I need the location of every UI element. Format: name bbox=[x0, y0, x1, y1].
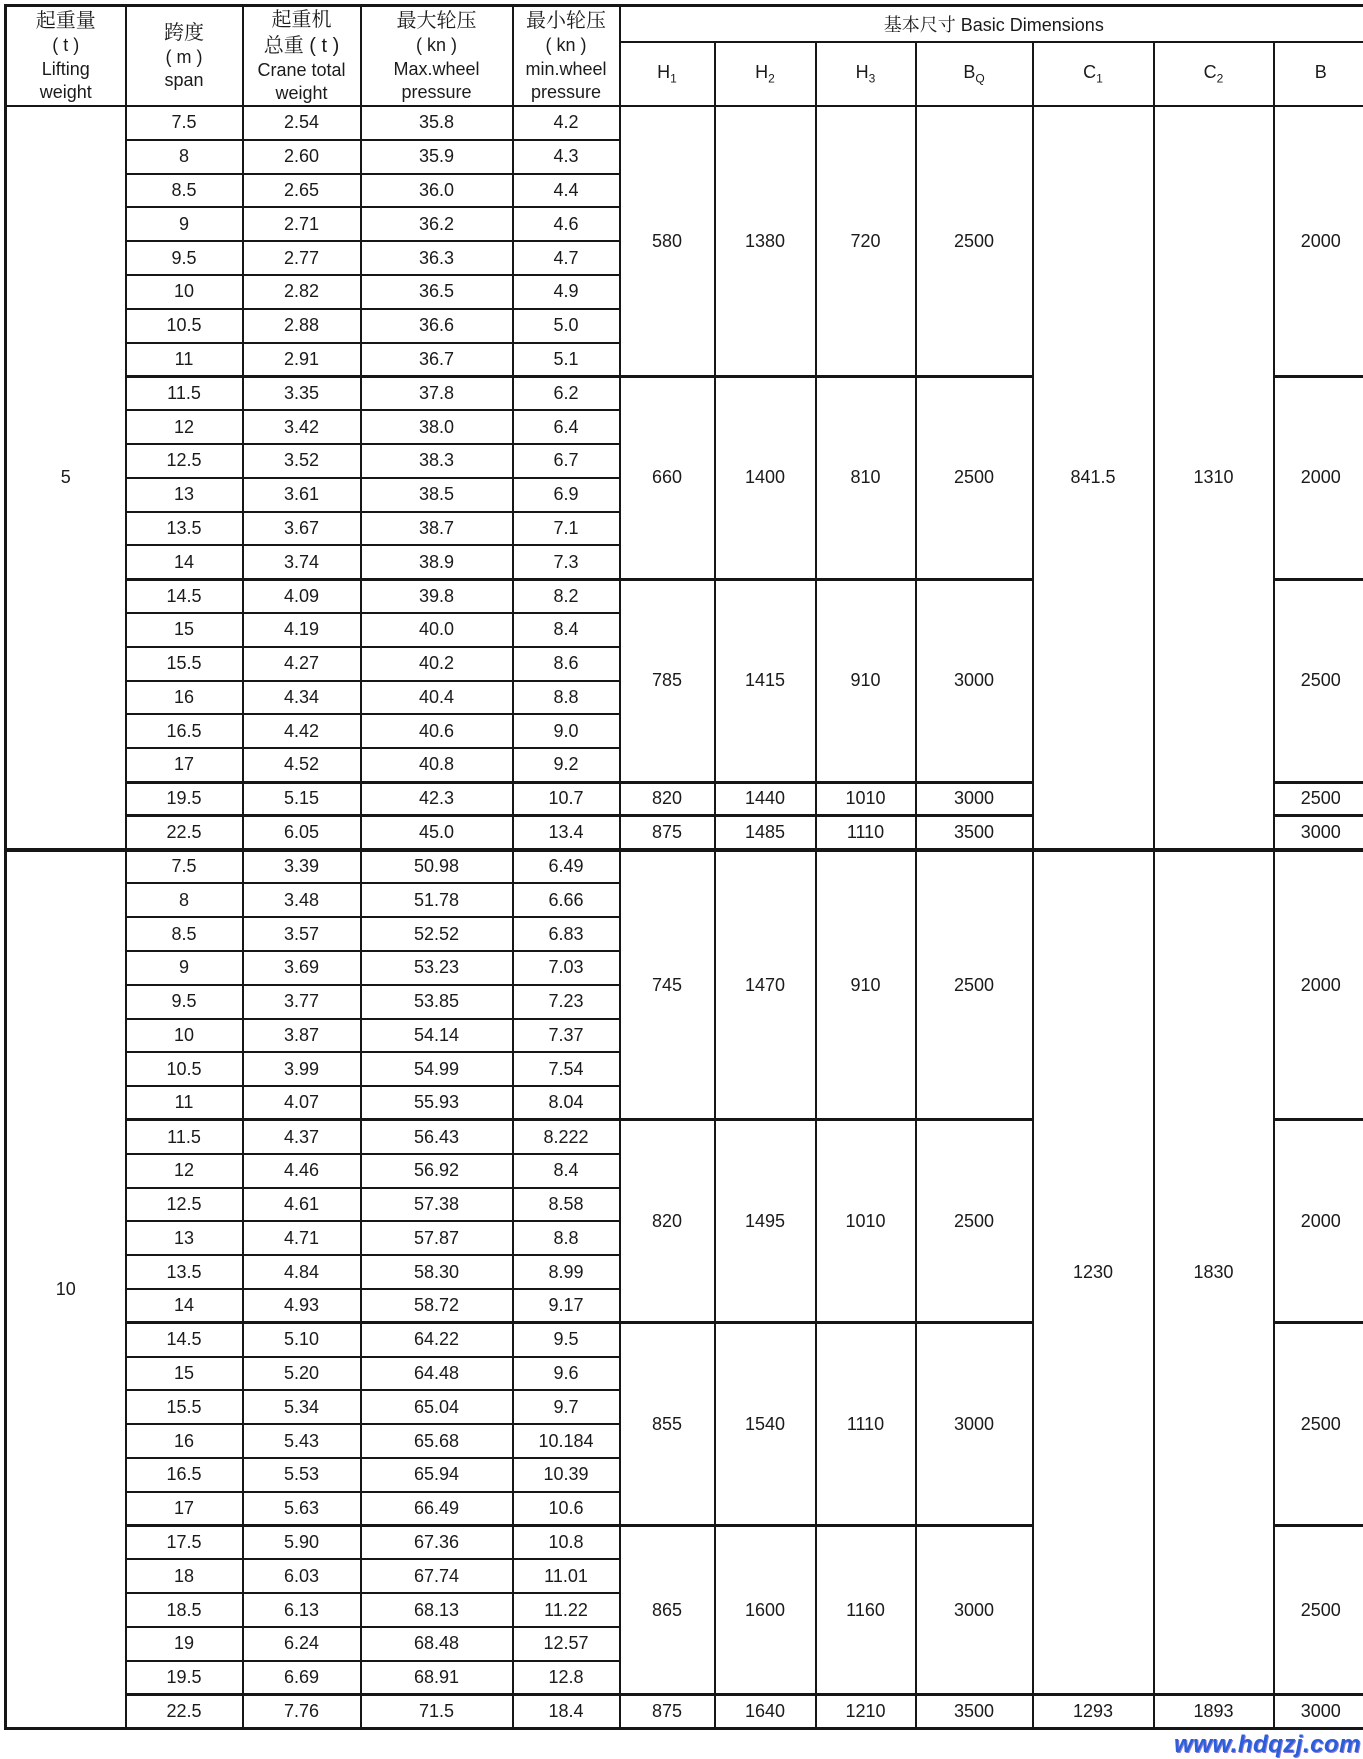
header-line: ( kn ) bbox=[545, 35, 587, 56]
b-cell: 3000 bbox=[1274, 816, 1363, 850]
crane-weight-cell: 3.52 bbox=[243, 444, 361, 478]
table-row bbox=[6, 850, 1363, 884]
b-cell: 2500 bbox=[1274, 579, 1363, 782]
max-wheel-pressure-cell: 38.5 bbox=[361, 478, 513, 512]
h1-cell: 660 bbox=[620, 376, 715, 579]
crane-spec-table bbox=[4, 4, 1363, 1730]
b-cell: 2000 bbox=[1274, 1120, 1363, 1323]
crane-weight-cell: 4.42 bbox=[243, 714, 361, 748]
max-wheel-pressure-cell: 58.72 bbox=[361, 1289, 513, 1323]
crane-weight-cell: 2.82 bbox=[243, 275, 361, 309]
span-cell: 9 bbox=[126, 207, 243, 241]
max-wheel-pressure-cell: 68.91 bbox=[361, 1661, 513, 1695]
min-wheel-pressure-cell: 9.2 bbox=[513, 748, 620, 782]
watermark-link[interactable]: www.hdqzj.com bbox=[1174, 1731, 1361, 1758]
span-cell: 16.5 bbox=[126, 714, 243, 748]
span-cell: 17 bbox=[126, 1492, 243, 1526]
max-wheel-pressure-cell: 65.94 bbox=[361, 1458, 513, 1492]
max-wheel-pressure-cell: 36.2 bbox=[361, 207, 513, 241]
header-line: 起重机 bbox=[271, 9, 332, 31]
header-line: 最大轮压 bbox=[396, 10, 477, 33]
span-cell: 19 bbox=[126, 1627, 243, 1661]
span-cell: 10.5 bbox=[126, 309, 243, 343]
min-wheel-pressure-cell: 6.2 bbox=[513, 376, 620, 410]
crane-weight-cell: 5.20 bbox=[243, 1357, 361, 1391]
crane-weight-cell: 2.88 bbox=[243, 309, 361, 343]
span-cell: 13.5 bbox=[126, 1255, 243, 1289]
crane-weight-cell: 2.77 bbox=[243, 241, 361, 275]
span-cell: 12.5 bbox=[126, 1188, 243, 1222]
min-wheel-pressure-cell: 7.54 bbox=[513, 1052, 620, 1086]
h1-cell: 820 bbox=[620, 782, 715, 816]
header-line: 总重 ( t ) bbox=[263, 35, 340, 57]
min-wheel-pressure-cell: 5.0 bbox=[513, 309, 620, 343]
span-cell: 13 bbox=[126, 478, 243, 512]
min-wheel-pressure-cell: 4.2 bbox=[513, 106, 620, 140]
h1-cell: 580 bbox=[620, 106, 715, 376]
max-wheel-pressure-cell: 54.99 bbox=[361, 1052, 513, 1086]
max-wheel-pressure-cell: 38.3 bbox=[361, 444, 513, 478]
header-span bbox=[126, 6, 243, 107]
max-wheel-pressure-cell: 40.2 bbox=[361, 647, 513, 681]
crane-weight-cell: 4.46 bbox=[243, 1154, 361, 1188]
min-wheel-pressure-cell: 8.6 bbox=[513, 647, 620, 681]
min-wheel-pressure-cell: 8.4 bbox=[513, 613, 620, 647]
min-wheel-pressure-cell: 18.4 bbox=[513, 1695, 620, 1729]
crane-weight-cell: 4.52 bbox=[243, 748, 361, 782]
crane-weight-cell: 4.34 bbox=[243, 681, 361, 715]
header-row-main bbox=[6, 6, 1363, 42]
c2-cell: 1893 bbox=[1154, 1695, 1274, 1729]
header-line: ( kn ) bbox=[415, 35, 457, 56]
header-c1: $C_1$ bbox=[1033, 42, 1154, 106]
crane-weight-cell: 2.60 bbox=[243, 140, 361, 174]
b-cell: 2000 bbox=[1274, 106, 1363, 376]
span-cell: 9 bbox=[126, 951, 243, 985]
max-wheel-pressure-cell: 53.85 bbox=[361, 985, 513, 1019]
header-b: B bbox=[1274, 42, 1363, 106]
h3-cell: 1010 bbox=[816, 1120, 916, 1323]
crane-weight-cell: 6.03 bbox=[243, 1559, 361, 1593]
max-wheel-pressure-cell: 40.6 bbox=[361, 714, 513, 748]
h2-cell: 1485 bbox=[715, 816, 816, 850]
h1-cell: 745 bbox=[620, 850, 715, 1120]
span-cell: 9.5 bbox=[126, 241, 243, 275]
max-wheel-pressure-cell: 57.38 bbox=[361, 1188, 513, 1222]
crane-weight-cell: 4.84 bbox=[243, 1255, 361, 1289]
crane-weight-cell: 3.67 bbox=[243, 512, 361, 546]
crane-weight-cell: 3.99 bbox=[243, 1052, 361, 1086]
header-line: weight bbox=[39, 81, 92, 102]
h1-cell: 875 bbox=[620, 816, 715, 850]
lifting-weight-cell: 10 bbox=[6, 850, 126, 1729]
min-wheel-pressure-cell: 9.17 bbox=[513, 1289, 620, 1323]
min-wheel-pressure-cell: 8.4 bbox=[513, 1154, 620, 1188]
h1-cell: 820 bbox=[620, 1120, 715, 1323]
max-wheel-pressure-cell: 65.04 bbox=[361, 1390, 513, 1424]
crane-weight-cell: 3.69 bbox=[243, 951, 361, 985]
min-wheel-pressure-cell: 6.66 bbox=[513, 883, 620, 917]
h3-cell: 1160 bbox=[816, 1526, 916, 1695]
min-wheel-pressure-cell: 10.184 bbox=[513, 1424, 620, 1458]
min-wheel-pressure-cell: 9.0 bbox=[513, 714, 620, 748]
bq-cell: 2500 bbox=[916, 376, 1033, 579]
max-wheel-pressure-cell: 68.13 bbox=[361, 1593, 513, 1627]
header-bq: $B_Q$ bbox=[916, 42, 1033, 106]
bq-cell: 3000 bbox=[916, 1323, 1033, 1526]
crane-weight-cell: 6.13 bbox=[243, 1593, 361, 1627]
h3-cell: 1010 bbox=[816, 782, 916, 816]
span-cell: 10 bbox=[126, 1019, 243, 1053]
span-cell: 12.5 bbox=[126, 444, 243, 478]
lifting-weight-cell: 5 bbox=[6, 106, 126, 850]
header-line: pressure bbox=[401, 81, 472, 102]
crane-weight-cell: 5.34 bbox=[243, 1390, 361, 1424]
h2-cell: 1600 bbox=[715, 1526, 816, 1695]
min-wheel-pressure-cell: 9.6 bbox=[513, 1357, 620, 1391]
header-line: 跨度 bbox=[164, 22, 204, 44]
crane-weight-cell: 4.61 bbox=[243, 1188, 361, 1222]
span-cell: 15.5 bbox=[126, 1390, 243, 1424]
b-cell: 2500 bbox=[1274, 1526, 1363, 1695]
max-wheel-pressure-cell: 45.0 bbox=[361, 816, 513, 850]
h1-cell: 855 bbox=[620, 1323, 715, 1526]
span-cell: 18 bbox=[126, 1559, 243, 1593]
span-cell: 14 bbox=[126, 1289, 243, 1323]
crane-weight-cell: 5.53 bbox=[243, 1458, 361, 1492]
max-wheel-pressure-cell: 42.3 bbox=[361, 782, 513, 816]
crane-weight-cell: 5.10 bbox=[243, 1323, 361, 1357]
span-cell: 15 bbox=[126, 1357, 243, 1391]
max-wheel-pressure-cell: 67.36 bbox=[361, 1526, 513, 1560]
crane-weight-cell: 7.76 bbox=[243, 1695, 361, 1729]
crane-weight-cell: 3.39 bbox=[243, 850, 361, 884]
span-cell: 7.5 bbox=[126, 106, 243, 140]
span-cell: 7.5 bbox=[126, 850, 243, 884]
min-wheel-pressure-cell: 6.49 bbox=[513, 850, 620, 884]
max-wheel-pressure-cell: 71.5 bbox=[361, 1695, 513, 1729]
crane-weight-cell: 6.69 bbox=[243, 1661, 361, 1695]
h3-cell: 1110 bbox=[816, 816, 916, 850]
max-wheel-pressure-cell: 35.8 bbox=[361, 106, 513, 140]
max-wheel-pressure-cell: 38.7 bbox=[361, 512, 513, 546]
min-wheel-pressure-cell: 10.7 bbox=[513, 782, 620, 816]
max-wheel-pressure-cell: 52.52 bbox=[361, 917, 513, 951]
b-cell: 2000 bbox=[1274, 376, 1363, 579]
min-wheel-pressure-cell: 8.04 bbox=[513, 1086, 620, 1120]
crane-weight-cell: 4.71 bbox=[243, 1221, 361, 1255]
span-cell: 14.5 bbox=[126, 1323, 243, 1357]
min-wheel-pressure-cell: 7.1 bbox=[513, 512, 620, 546]
crane-weight-cell: 2.54 bbox=[243, 106, 361, 140]
header-h1: $H_1$ bbox=[620, 42, 715, 106]
header-max-wheel-pressure bbox=[361, 6, 513, 107]
header-line: Lifting bbox=[41, 58, 90, 79]
header-line: min.wheel bbox=[525, 58, 607, 79]
crane-weight-cell: 5.90 bbox=[243, 1526, 361, 1560]
span-cell: 11.5 bbox=[126, 376, 243, 410]
h2-cell: 1440 bbox=[715, 782, 816, 816]
crane-weight-cell: 3.87 bbox=[243, 1019, 361, 1053]
header-basic-dimensions: 基本尺寸 Basic Dimensions bbox=[620, 6, 1363, 42]
max-wheel-pressure-cell: 39.8 bbox=[361, 579, 513, 613]
crane-weight-cell: 6.05 bbox=[243, 816, 361, 850]
max-wheel-pressure-cell: 53.23 bbox=[361, 951, 513, 985]
span-cell: 11 bbox=[126, 343, 243, 377]
max-wheel-pressure-cell: 36.3 bbox=[361, 241, 513, 275]
span-cell: 13.5 bbox=[126, 512, 243, 546]
crane-weight-cell: 3.77 bbox=[243, 985, 361, 1019]
min-wheel-pressure-cell: 4.9 bbox=[513, 275, 620, 309]
min-wheel-pressure-cell: 9.7 bbox=[513, 1390, 620, 1424]
c1-cell: 1230 bbox=[1033, 850, 1154, 1695]
min-wheel-pressure-cell: 8.99 bbox=[513, 1255, 620, 1289]
h2-cell: 1540 bbox=[715, 1323, 816, 1526]
crane-weight-cell: 3.48 bbox=[243, 883, 361, 917]
max-wheel-pressure-cell: 58.30 bbox=[361, 1255, 513, 1289]
span-cell: 18.5 bbox=[126, 1593, 243, 1627]
h2-cell: 1640 bbox=[715, 1695, 816, 1729]
min-wheel-pressure-cell: 6.83 bbox=[513, 917, 620, 951]
min-wheel-pressure-cell: 8.8 bbox=[513, 681, 620, 715]
crane-weight-cell: 4.93 bbox=[243, 1289, 361, 1323]
min-wheel-pressure-cell: 6.7 bbox=[513, 444, 620, 478]
header-h2: $H_2$ bbox=[715, 42, 816, 106]
span-cell: 14 bbox=[126, 545, 243, 579]
max-wheel-pressure-cell: 65.68 bbox=[361, 1424, 513, 1458]
header-line: 最小轮压 bbox=[526, 10, 606, 33]
max-wheel-pressure-cell: 56.43 bbox=[361, 1120, 513, 1154]
span-cell: 14.5 bbox=[126, 579, 243, 613]
max-wheel-pressure-cell: 38.0 bbox=[361, 410, 513, 444]
bq-cell: 2500 bbox=[916, 1120, 1033, 1323]
h2-cell: 1495 bbox=[715, 1120, 816, 1323]
min-wheel-pressure-cell: 7.23 bbox=[513, 985, 620, 1019]
table-row bbox=[6, 1695, 1363, 1729]
min-wheel-pressure-cell: 4.4 bbox=[513, 174, 620, 208]
span-cell: 8.5 bbox=[126, 174, 243, 208]
header-line: pressure bbox=[530, 81, 602, 102]
span-cell: 8 bbox=[126, 883, 243, 917]
min-wheel-pressure-cell: 5.1 bbox=[513, 343, 620, 377]
header-line: 起重量 bbox=[35, 10, 96, 33]
span-cell: 22.5 bbox=[126, 1695, 243, 1729]
crane-weight-cell: 2.71 bbox=[243, 207, 361, 241]
min-wheel-pressure-cell: 8.58 bbox=[513, 1188, 620, 1222]
header-line: ( m ) bbox=[165, 47, 203, 67]
max-wheel-pressure-cell: 51.78 bbox=[361, 883, 513, 917]
bq-cell: 3500 bbox=[916, 816, 1033, 850]
b-cell: 2000 bbox=[1274, 850, 1363, 1120]
h1-cell: 875 bbox=[620, 1695, 715, 1729]
h2-cell: 1470 bbox=[715, 850, 816, 1120]
max-wheel-pressure-cell: 40.8 bbox=[361, 748, 513, 782]
crane-weight-cell: 4.09 bbox=[243, 579, 361, 613]
span-cell: 17.5 bbox=[126, 1526, 243, 1560]
crane-weight-cell: 4.07 bbox=[243, 1086, 361, 1120]
span-cell: 13 bbox=[126, 1221, 243, 1255]
h2-cell: 1415 bbox=[715, 579, 816, 782]
c2-cell: 1830 bbox=[1154, 850, 1274, 1695]
bq-cell: 3500 bbox=[916, 1695, 1033, 1729]
bq-cell: 3000 bbox=[916, 1526, 1033, 1695]
header-h3: $H_3$ bbox=[816, 42, 916, 106]
h1-cell: 785 bbox=[620, 579, 715, 782]
c1-cell: 1293 bbox=[1033, 1695, 1154, 1729]
min-wheel-pressure-cell: 7.37 bbox=[513, 1019, 620, 1053]
bq-cell: 3000 bbox=[916, 782, 1033, 816]
span-cell: 16 bbox=[126, 1424, 243, 1458]
header-line: ( t ) bbox=[52, 35, 80, 56]
header-lifting-weight bbox=[6, 6, 126, 107]
max-wheel-pressure-cell: 40.4 bbox=[361, 681, 513, 715]
min-wheel-pressure-cell: 8.222 bbox=[513, 1120, 620, 1154]
min-wheel-pressure-cell: 7.03 bbox=[513, 951, 620, 985]
min-wheel-pressure-cell: 4.6 bbox=[513, 207, 620, 241]
span-cell: 10.5 bbox=[126, 1052, 243, 1086]
bq-cell: 2500 bbox=[916, 850, 1033, 1120]
bq-cell: 3000 bbox=[916, 579, 1033, 782]
min-wheel-pressure-cell: 7.3 bbox=[513, 545, 620, 579]
max-wheel-pressure-cell: 35.9 bbox=[361, 140, 513, 174]
max-wheel-pressure-cell: 68.48 bbox=[361, 1627, 513, 1661]
min-wheel-pressure-cell: 8.8 bbox=[513, 1221, 620, 1255]
min-wheel-pressure-cell: 9.5 bbox=[513, 1323, 620, 1357]
bq-cell: 2500 bbox=[916, 106, 1033, 376]
c1-cell: 841.5 bbox=[1033, 106, 1154, 850]
header-min-wheel-pressure bbox=[513, 6, 620, 107]
max-wheel-pressure-cell: 36.6 bbox=[361, 309, 513, 343]
crane-weight-cell: 6.24 bbox=[243, 1627, 361, 1661]
min-wheel-pressure-cell: 12.8 bbox=[513, 1661, 620, 1695]
max-wheel-pressure-cell: 57.87 bbox=[361, 1221, 513, 1255]
min-wheel-pressure-cell: 11.22 bbox=[513, 1593, 620, 1627]
min-wheel-pressure-cell: 6.4 bbox=[513, 410, 620, 444]
max-wheel-pressure-cell: 64.48 bbox=[361, 1357, 513, 1391]
span-cell: 12 bbox=[126, 410, 243, 444]
span-cell: 22.5 bbox=[126, 816, 243, 850]
max-wheel-pressure-cell: 36.5 bbox=[361, 275, 513, 309]
header-line: span bbox=[164, 70, 204, 91]
span-cell: 8.5 bbox=[126, 917, 243, 951]
span-cell: 16 bbox=[126, 681, 243, 715]
max-wheel-pressure-cell: 37.8 bbox=[361, 376, 513, 410]
header-line: Crane total bbox=[257, 60, 346, 80]
crane-weight-cell: 3.42 bbox=[243, 410, 361, 444]
min-wheel-pressure-cell: 6.9 bbox=[513, 478, 620, 512]
crane-weight-cell: 3.61 bbox=[243, 478, 361, 512]
span-cell: 17 bbox=[126, 748, 243, 782]
crane-weight-cell: 3.74 bbox=[243, 545, 361, 579]
max-wheel-pressure-cell: 67.74 bbox=[361, 1559, 513, 1593]
min-wheel-pressure-cell: 8.2 bbox=[513, 579, 620, 613]
span-cell: 8 bbox=[126, 140, 243, 174]
crane-weight-cell: 3.57 bbox=[243, 917, 361, 951]
max-wheel-pressure-cell: 55.93 bbox=[361, 1086, 513, 1120]
crane-weight-cell: 5.63 bbox=[243, 1492, 361, 1526]
min-wheel-pressure-cell: 4.3 bbox=[513, 140, 620, 174]
crane-weight-cell: 2.91 bbox=[243, 343, 361, 377]
crane-weight-cell: 4.27 bbox=[243, 647, 361, 681]
span-cell: 19.5 bbox=[126, 1661, 243, 1695]
max-wheel-pressure-cell: 36.0 bbox=[361, 174, 513, 208]
span-cell: 15 bbox=[126, 613, 243, 647]
min-wheel-pressure-cell: 10.8 bbox=[513, 1526, 620, 1560]
span-cell: 16.5 bbox=[126, 1458, 243, 1492]
header-c2: $C_2$ bbox=[1154, 42, 1274, 106]
min-wheel-pressure-cell: 11.01 bbox=[513, 1559, 620, 1593]
h3-cell: 910 bbox=[816, 579, 916, 782]
h3-cell: 1210 bbox=[816, 1695, 916, 1729]
h3-cell: 910 bbox=[816, 850, 916, 1120]
span-cell: 9.5 bbox=[126, 985, 243, 1019]
h1-cell: 865 bbox=[620, 1526, 715, 1695]
max-wheel-pressure-cell: 38.9 bbox=[361, 545, 513, 579]
min-wheel-pressure-cell: 4.7 bbox=[513, 241, 620, 275]
header-line: Max.wheel bbox=[393, 58, 480, 79]
b-cell: 2500 bbox=[1274, 782, 1363, 816]
min-wheel-pressure-cell: 12.57 bbox=[513, 1627, 620, 1661]
h3-cell: 810 bbox=[816, 376, 916, 579]
b-cell: 3000 bbox=[1274, 1695, 1363, 1729]
table-row bbox=[6, 106, 1363, 140]
h2-cell: 1400 bbox=[715, 376, 816, 579]
crane-weight-cell: 5.43 bbox=[243, 1424, 361, 1458]
span-cell: 10 bbox=[126, 275, 243, 309]
c2-cell: 1310 bbox=[1154, 106, 1274, 850]
min-wheel-pressure-cell: 10.6 bbox=[513, 1492, 620, 1526]
span-cell: 11 bbox=[126, 1086, 243, 1120]
crane-weight-cell: 4.19 bbox=[243, 613, 361, 647]
crane-weight-cell: 3.35 bbox=[243, 376, 361, 410]
min-wheel-pressure-cell: 10.39 bbox=[513, 1458, 620, 1492]
span-cell: 12 bbox=[126, 1154, 243, 1188]
crane-weight-cell: 5.15 bbox=[243, 782, 361, 816]
max-wheel-pressure-cell: 54.14 bbox=[361, 1019, 513, 1053]
min-wheel-pressure-cell: 13.4 bbox=[513, 816, 620, 850]
max-wheel-pressure-cell: 64.22 bbox=[361, 1323, 513, 1357]
max-wheel-pressure-cell: 50.98 bbox=[361, 850, 513, 884]
max-wheel-pressure-cell: 40.0 bbox=[361, 613, 513, 647]
header-crane-total-weight bbox=[243, 6, 361, 107]
span-cell: 19.5 bbox=[126, 782, 243, 816]
h3-cell: 1110 bbox=[816, 1323, 916, 1526]
max-wheel-pressure-cell: 66.49 bbox=[361, 1492, 513, 1526]
h2-cell: 1380 bbox=[715, 106, 816, 376]
h3-cell: 720 bbox=[816, 106, 916, 376]
max-wheel-pressure-cell: 56.92 bbox=[361, 1154, 513, 1188]
span-cell: 11.5 bbox=[126, 1120, 243, 1154]
header-line: weight bbox=[275, 83, 328, 104]
span-cell: 15.5 bbox=[126, 647, 243, 681]
crane-weight-cell: 4.37 bbox=[243, 1120, 361, 1154]
b-cell: 2500 bbox=[1274, 1323, 1363, 1526]
crane-weight-cell: 2.65 bbox=[243, 174, 361, 208]
max-wheel-pressure-cell: 36.7 bbox=[361, 343, 513, 377]
